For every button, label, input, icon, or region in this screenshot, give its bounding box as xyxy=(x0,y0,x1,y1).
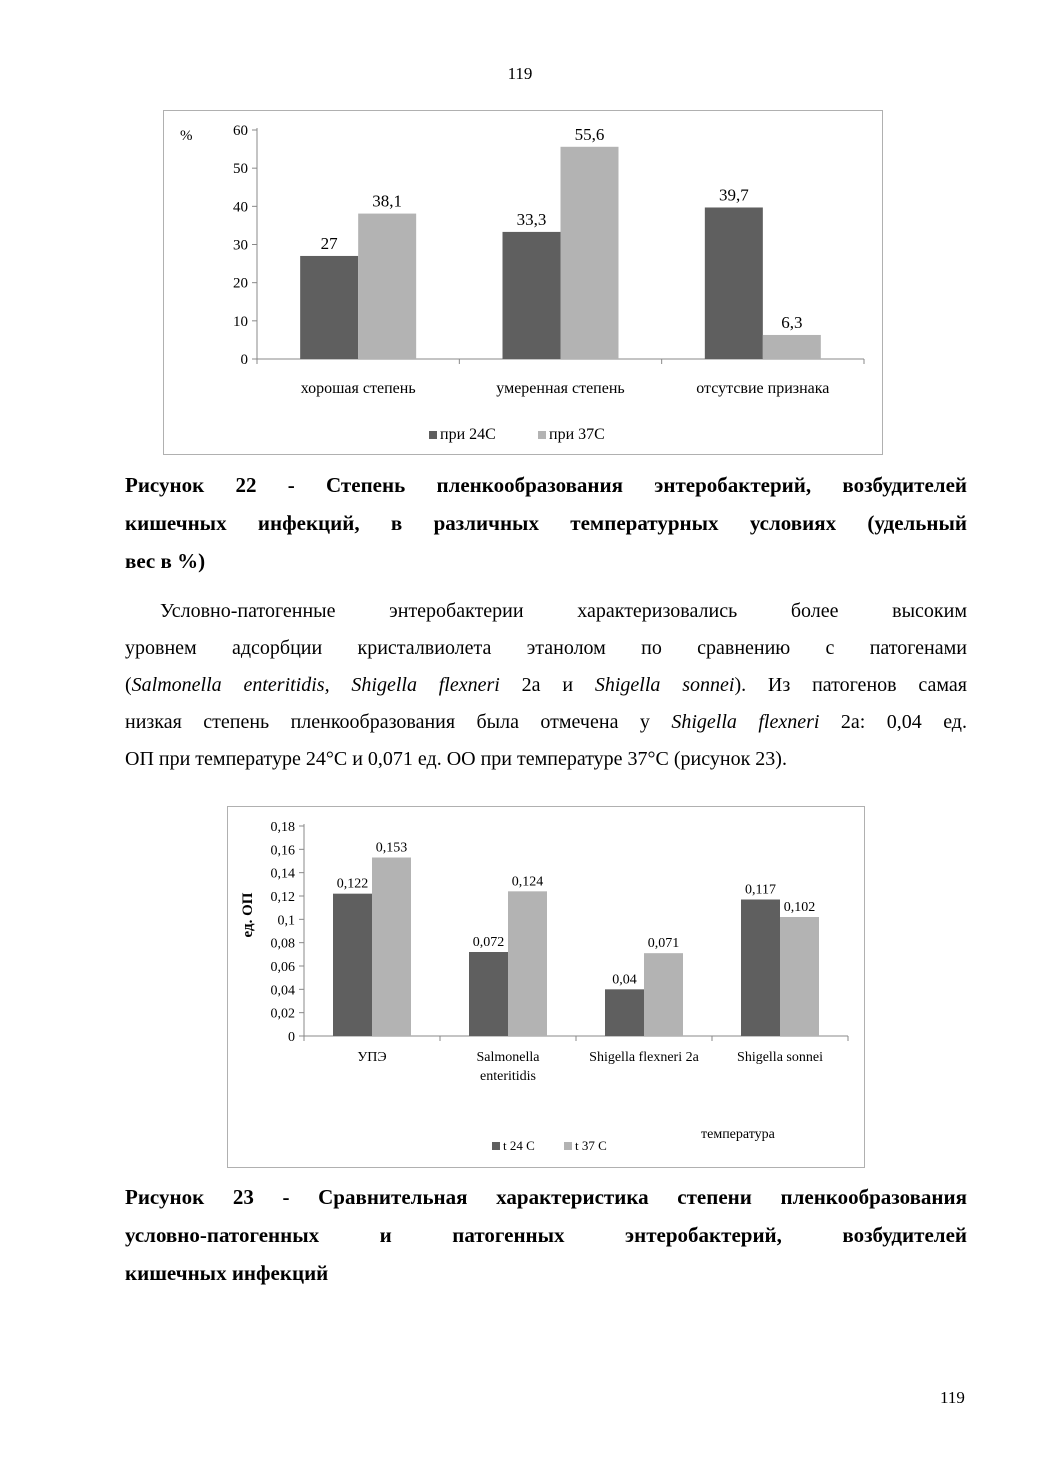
y-tick-label: 0,16 xyxy=(270,843,295,859)
category-label: Shigella sonnei xyxy=(737,1050,823,1065)
caption-line: Рисунок 23 - Сравнительная характеристика степени пленкообразования xyxy=(125,1185,967,1209)
species-name: Salmonella enteritidis, Shigella flexneri xyxy=(131,674,500,696)
y-tick-label: 0,12 xyxy=(270,890,295,905)
caption-line: условно-патогенных и патогенных энтеробактерий, возбудителей xyxy=(125,1223,967,1247)
text-run: 2а и xyxy=(499,674,595,696)
data-label: 0,071 xyxy=(647,936,680,952)
y-tick-label: 0,02 xyxy=(270,1006,295,1022)
y-tick-label: 10 xyxy=(233,313,248,330)
legend-label: при 24С xyxy=(440,426,496,443)
y-tick-label: 30 xyxy=(233,237,248,254)
y-tick-label: 0,06 xyxy=(270,960,295,975)
species-name: Shigella flexneri xyxy=(671,711,820,733)
bar xyxy=(503,232,561,359)
text-run: ОП при температуре 24°С и 0,071 ед. ОО при температуре 37°С (рисунок 23). xyxy=(125,748,787,770)
data-label: 39,7 xyxy=(718,185,749,205)
paragraph-line xyxy=(125,667,967,704)
bar xyxy=(763,335,821,359)
data-label: 27 xyxy=(320,233,338,253)
bar xyxy=(741,900,780,1037)
data-label: 0,072 xyxy=(472,935,505,950)
bar xyxy=(300,256,358,359)
y-tick-label: 0,08 xyxy=(270,936,295,952)
paragraph-line xyxy=(125,741,967,778)
y-tick-label: 0,04 xyxy=(270,983,295,999)
bar xyxy=(469,952,508,1036)
bar xyxy=(372,858,411,1037)
category-label: enteritidis xyxy=(480,1069,536,1084)
text-run: ( xyxy=(125,674,132,696)
y-tick-label: 0 xyxy=(240,352,248,368)
y-tick-label: 40 xyxy=(233,199,248,216)
text-run: 2а: 0,04 ед. xyxy=(819,711,967,733)
data-label: 33,3 xyxy=(516,209,547,229)
data-label: 38,1 xyxy=(372,191,403,211)
data-label: 0,04 xyxy=(612,972,637,988)
figure-22-svg xyxy=(164,111,882,454)
y-tick-label: 50 xyxy=(233,161,248,178)
bar xyxy=(605,989,644,1036)
bar xyxy=(705,207,763,359)
bar xyxy=(780,917,819,1036)
data-label: 0,102 xyxy=(783,900,816,915)
species-name: Shigella sonnei xyxy=(594,674,735,696)
y-tick-label: 20 xyxy=(233,275,248,292)
caption-line: кишечных инфекций, в различных температурных условиях (удельный xyxy=(125,511,967,535)
legend-label: t 37 С xyxy=(575,1138,607,1153)
figure-23-chart xyxy=(227,806,865,1168)
bar xyxy=(508,891,547,1036)
legend-label: при 37С xyxy=(549,426,605,443)
figure-22-caption xyxy=(125,466,967,580)
y-tick-label: 0 xyxy=(288,1030,295,1045)
legend-swatch xyxy=(538,431,546,439)
data-label: 0,124 xyxy=(511,874,544,890)
figure-22-chart xyxy=(163,110,883,455)
legend-swatch xyxy=(564,1142,572,1150)
bar xyxy=(358,214,416,359)
figure-23-svg xyxy=(228,807,864,1167)
y-tick-label: 60 xyxy=(233,123,248,139)
y-axis-label: ед. ОП xyxy=(240,892,256,938)
text-run: низкая степень пленкообразования была отмечена у xyxy=(125,711,672,733)
legend-label: t 24 С xyxy=(503,1138,535,1153)
data-label: 55,6 xyxy=(574,124,605,144)
category-label: отсутсвие признака xyxy=(696,380,830,397)
body-paragraph xyxy=(125,593,967,778)
data-label: 6,3 xyxy=(781,312,803,332)
category-label: хорошая степень xyxy=(300,380,416,397)
category-label: УПЭ xyxy=(357,1050,387,1065)
legend-swatch xyxy=(429,431,437,439)
bar xyxy=(644,953,683,1036)
paragraph-line xyxy=(125,593,967,630)
caption-line: Рисунок 22 - Степень пленкообразования энтеробактерий, возбудителей xyxy=(125,473,967,497)
category-label: Shigella flexneri 2a xyxy=(589,1050,699,1065)
y-tick-label: 0,18 xyxy=(270,820,295,835)
paragraph-line xyxy=(125,630,967,667)
data-label: 0,117 xyxy=(745,882,776,898)
text-run: уровнем адсорбции кристалвиолета этанолом по сравнению с патогенами xyxy=(125,637,967,659)
legend-swatch xyxy=(492,1142,500,1150)
figure-23-caption xyxy=(125,1178,967,1292)
page-number-top: 119 xyxy=(507,64,533,83)
category-label: Salmonella xyxy=(476,1050,540,1065)
data-label: 0,153 xyxy=(375,840,408,856)
bar xyxy=(333,894,372,1036)
caption-line: вес в %) xyxy=(125,549,206,573)
y-tick-label: 0,14 xyxy=(270,866,295,882)
text-run: ). Из патогенов самая xyxy=(734,674,967,696)
category-label: умеренная степень xyxy=(496,380,625,397)
text-run: Условно-патогенные энтеробактерии характеризовались более высоким xyxy=(160,600,967,622)
y-axis-label: % xyxy=(180,128,193,144)
y-tick-label: 0,1 xyxy=(277,913,295,929)
page-number-bottom: 119 xyxy=(940,1388,965,1407)
data-label: 0,122 xyxy=(336,876,369,892)
bar xyxy=(561,147,619,359)
x-axis-label: температура xyxy=(701,1127,775,1142)
caption-line: кишечных инфекций xyxy=(125,1261,329,1285)
paragraph-line xyxy=(125,704,967,741)
